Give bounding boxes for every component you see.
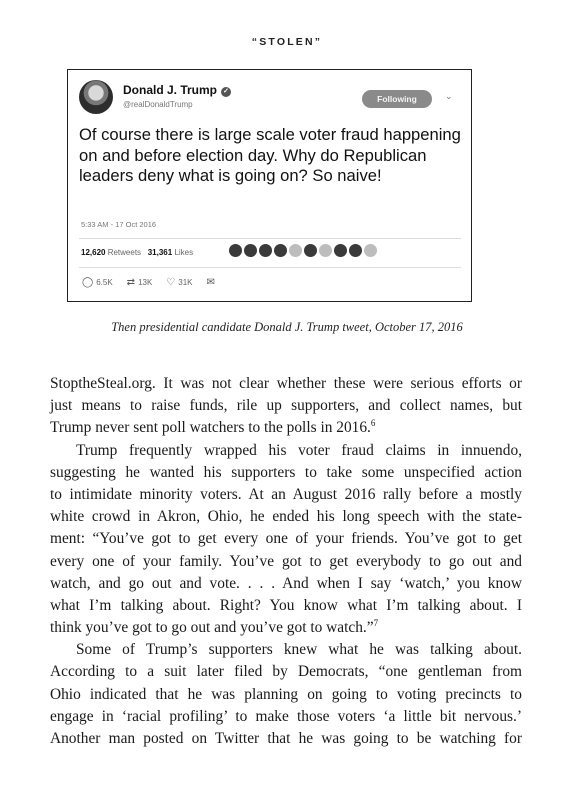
retweet-icon: ⇄ — [126, 277, 136, 288]
avatar — [244, 244, 257, 257]
avatar — [79, 80, 113, 114]
text-line: think you’ve got to go out and you’ve got to watch.”$^7$ — [50, 618, 379, 637]
text-line: every one of your family. You’ve got to get everybody to go out and — [50, 552, 522, 570]
verified-badge-icon: ✓ — [221, 87, 231, 97]
text-line: Another man posted on Twitter that he was going to be watching for — [50, 730, 522, 747]
tweet-text: Of course there is large scale voter fraud happening on and before election day. Why do Republican leaders deny what is going on? So naive! — [79, 125, 461, 185]
tweet-author-name: Donald J. Trump ✓ — [123, 83, 231, 97]
body-text — [50, 373, 522, 750]
text-line: suggesting he wanted his supporters to take some unspecified action — [50, 463, 522, 481]
text-line: Trump frequently wrapped his voter fraud claims in innuendo, — [76, 441, 522, 459]
avatar — [349, 244, 362, 257]
text-line: StoptheSteal.org. It was not clear whether these were serious efforts or — [50, 375, 522, 392]
text-line: white crowd in Akron, Ohio, he ended his long speech with the state- — [50, 508, 522, 526]
avatar — [304, 244, 317, 257]
text-line: to intimidate minority voters. At an August 2016 rally before a mostly — [50, 485, 522, 503]
avatar — [274, 244, 287, 257]
tweet-stats: 12,620 Retweets 31,361 Likes — [81, 248, 194, 257]
chevron-down-icon: ⌄ — [445, 91, 453, 101]
text-line: just means to raise funds, rile up supporters, and collect names, but — [50, 397, 522, 415]
tweet-handle: @realDonaldTrump — [123, 100, 193, 109]
text-line: ment: “You’ve got to get every one of your friends. You’ve got to get — [50, 530, 522, 548]
text-line: engage in ‘racial profiling’ to make those voters ‘a little bit nervous.’ — [50, 707, 522, 725]
like-action: ♡ 31K — [166, 277, 193, 288]
following-button: Following — [362, 90, 432, 108]
reply-action: ◯ 6.5K — [82, 277, 113, 288]
text-line: According to a suit later filed by Democrats, “one gentleman from — [50, 663, 522, 681]
text-line: Trump never sent poll watchers to the polls in 2016.$^6$ — [50, 418, 376, 437]
text-line: watch, and go out and vote. . . . And when I say ‘watch,’ you know — [50, 574, 522, 592]
divider — [79, 267, 461, 268]
liker-avatars — [229, 244, 377, 257]
tweet-actions — [82, 277, 215, 288]
text-line: what I’m talking about. Right? You know what I’m talking about. I — [50, 596, 522, 614]
divider — [79, 238, 461, 239]
heart-icon: ♡ — [166, 277, 176, 288]
avatar — [229, 244, 242, 257]
reply-icon: ◯ — [82, 277, 94, 288]
footnote-marker: 7 — [373, 618, 379, 629]
tweet-image — [67, 69, 472, 302]
retweet-action: ⇄ 13K — [126, 277, 153, 288]
footnote-marker: 6 — [370, 418, 376, 429]
tweet-timestamp: 5:33 AM - 17 Oct 2016 — [81, 220, 157, 229]
avatar — [334, 244, 347, 257]
avatar — [364, 244, 377, 257]
text-line: Some of Trump’s supporters knew what he was talking about. — [76, 641, 522, 659]
running-head: “STOLEN” — [251, 36, 323, 48]
text-line: Ohio indicated that he was planning on going to voting precincts to — [50, 685, 522, 703]
mail-icon: ✉ — [206, 277, 215, 288]
avatar — [289, 244, 302, 257]
message-action — [207, 277, 215, 288]
avatar — [319, 244, 332, 257]
figure-caption: Then presidential candidate Donald J. Trump tweet, October 17, 2016 — [111, 320, 463, 334]
avatar — [259, 244, 272, 257]
